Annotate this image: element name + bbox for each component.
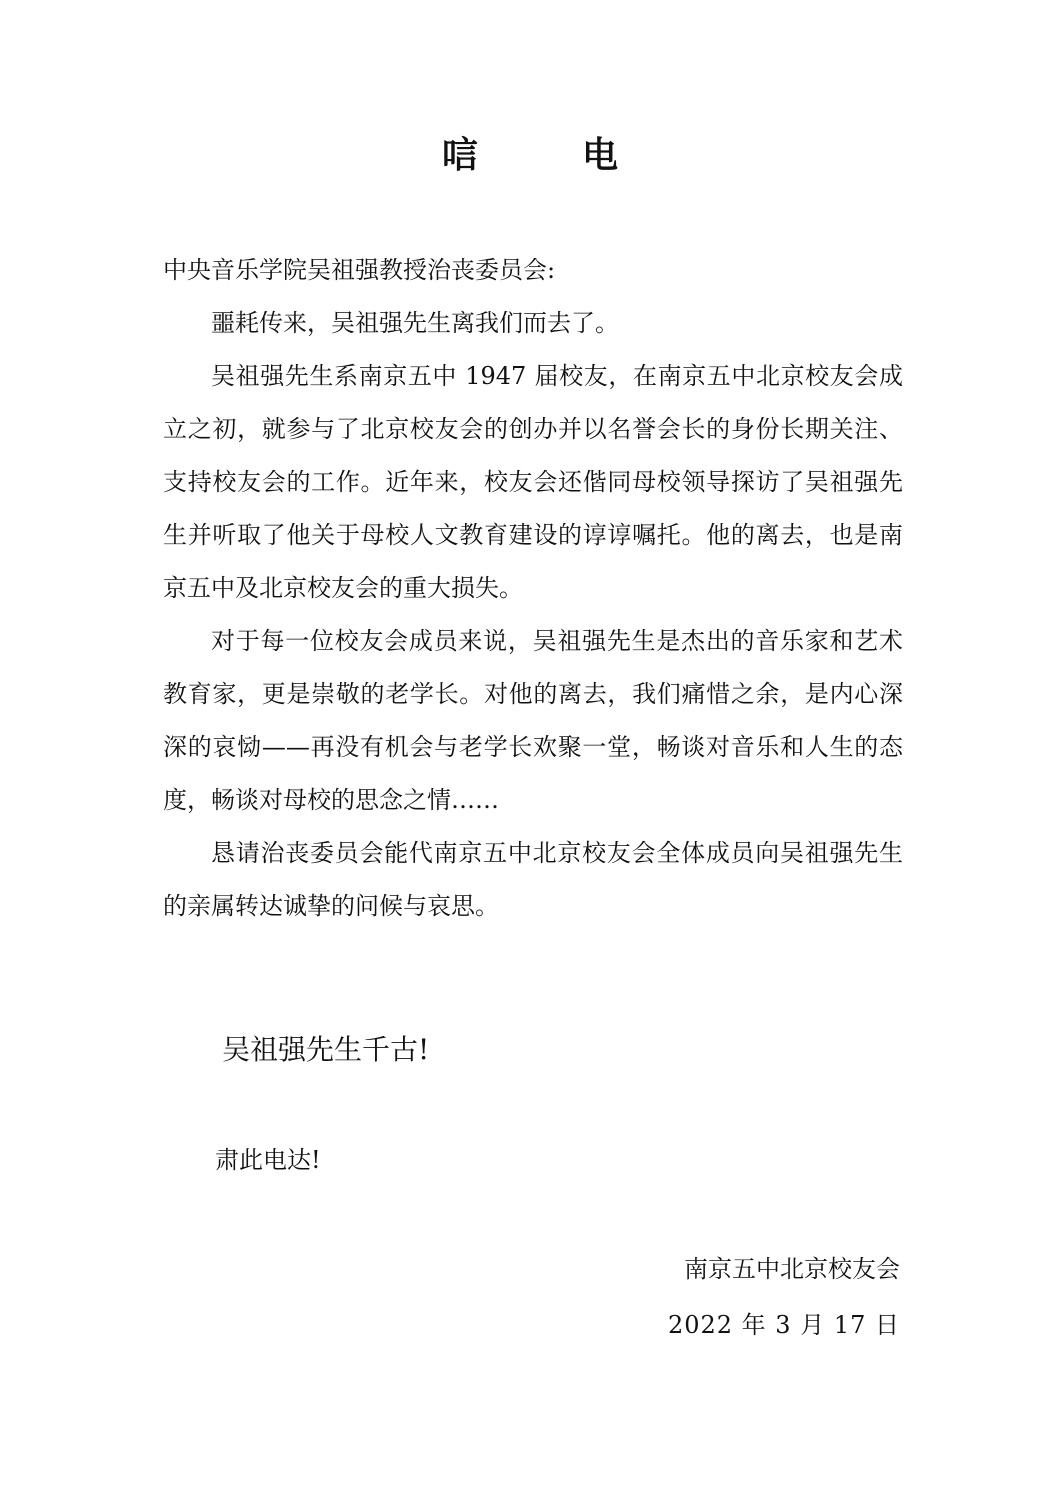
date-line: 2022 年 3 月 17 日 — [667, 1311, 900, 1339]
document-title: 唁 电 — [441, 134, 652, 176]
paragraph-1: 噩耗传来，吴祖强先生离我们而去了。 — [211, 309, 619, 337]
letter-body — [163, 244, 903, 933]
signature: 南京五中北京校友会 — [684, 1255, 900, 1283]
paragraph-3: 对于每一位校友会成员来说，吴祖强先生是杰出的音乐家和艺术教育家，更是崇敬的老学长。对他的离去，我们痛惜之余，是内心深深的哀恸——再没有机会与老学长欢聚一堂，畅谈对音乐和人生的态度，畅谈对母校的思念之情…… — [163, 627, 903, 814]
eulogy-line: 吴祖强先生千古! — [222, 1033, 430, 1066]
paragraph-4: 恳请治丧委员会能代南京五中北京校友会全体成员向吴祖强先生的亲属转达诚挚的问候与哀思。 — [163, 839, 903, 920]
paragraph-2: 吴祖强先生系南京五中 1947 届校友，在南京五中北京校友会成立之初，就参与了北京校友会的创办并以名誉会长的身份长期关注、支持校友会的工作。近年来，校友会还偕同母校领导探访了吴祖强先生并听取了他关于母校人文教育建设的谆谆嘱托。他的离去，也是南京五中及北京校友会的重大损失。 — [163, 362, 903, 602]
closing-line: 肃此电达! — [215, 1146, 321, 1174]
salutation: 中央音乐学院吴祖强教授治丧委员会: — [163, 256, 556, 284]
